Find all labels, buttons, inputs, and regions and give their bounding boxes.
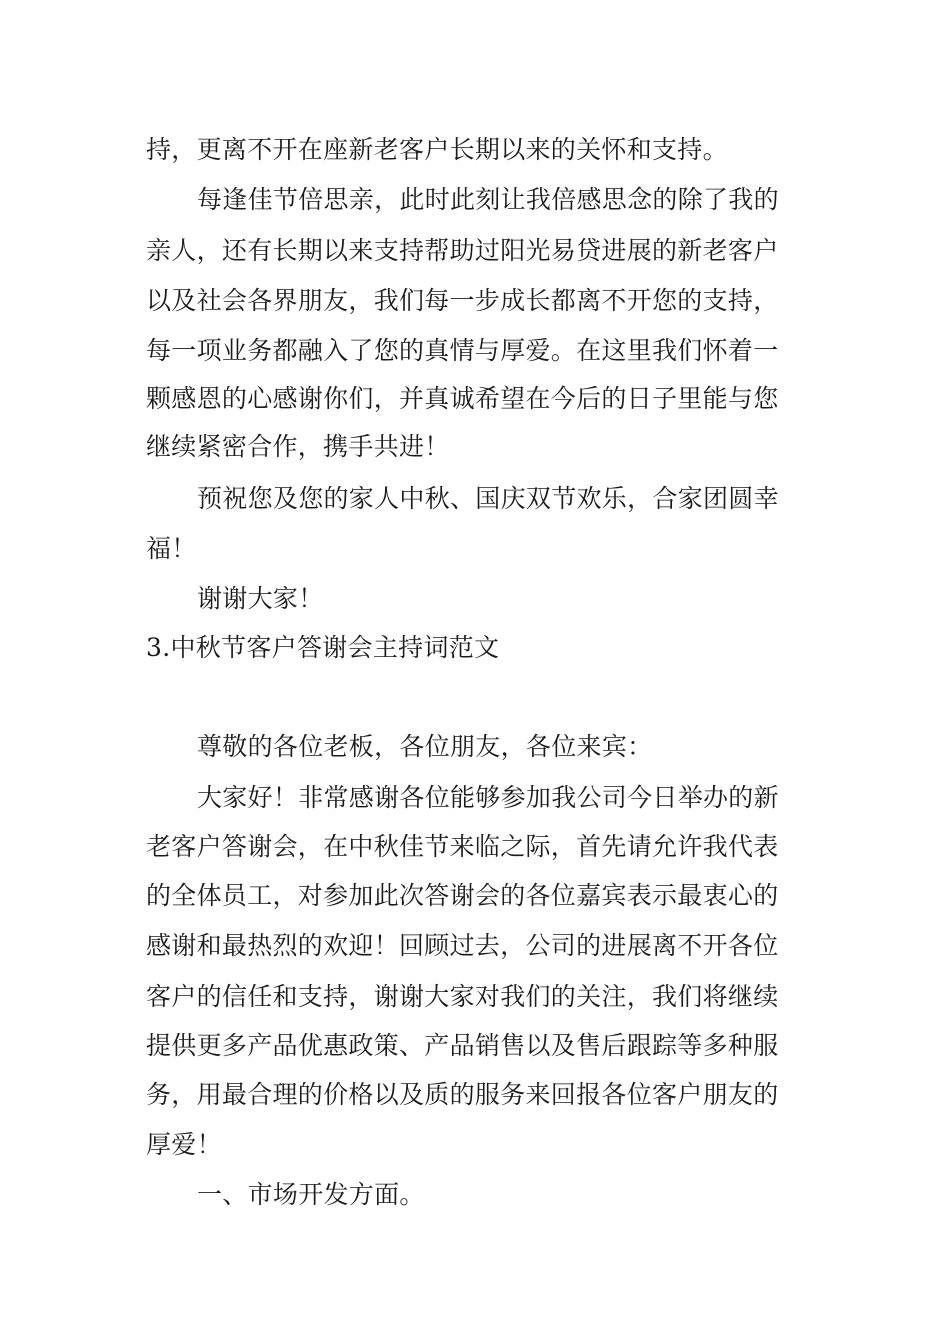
salutation-line: 尊敬的各位老板，各位朋友，各位来宾：: [197, 732, 653, 761]
paragraph-line: 持，更离不开在座新老客户长期以来的关怀和支持。: [146, 135, 728, 164]
paragraph-line: 继续紧密合作，携手共进！: [146, 432, 450, 461]
paragraph-line: 务，用最合理的价格以及质的服务来回报各位客户朋友的: [146, 1080, 779, 1109]
paragraph-line: 以及社会各界朋友，我们每一步成长都离不开您的支持，: [146, 286, 779, 315]
paragraph-line: 的全体员工，对参加此次答谢会的各位嘉宾表示最衷心的: [146, 881, 779, 910]
paragraph-line: 大家好！非常感谢各位能够参加我公司今日举办的新: [197, 783, 779, 812]
paragraph-line: 感谢和最热烈的欢迎！回顾过去，公司的进展离不开各位: [146, 931, 779, 960]
paragraph-line: 每逢佳节倍思亲，此时此刻让我倍感思念的除了我的: [197, 185, 779, 214]
paragraph-line: 每一项业务都融入了您的真情与厚爱。在这里我们怀着一: [146, 336, 779, 365]
section-heading: 3.中秋节客户答谢会主持词范文: [146, 633, 500, 662]
paragraph-line: 预祝您及您的家人中秋、国庆双节欢乐，合家团圆幸: [197, 484, 779, 513]
paragraph-line: 老客户答谢会，在中秋佳节来临之际，首先请允许我代表: [146, 832, 779, 861]
paragraph-line: 颗感恩的心感谢你们，并真诚希望在今后的日子里能与您: [146, 384, 779, 413]
paragraph-line: 提供更多产品优惠政策、产品销售以及售后跟踪等多种服: [146, 1031, 779, 1060]
paragraph-line: 福！: [146, 534, 197, 563]
paragraph-line: 厚爱！: [146, 1130, 222, 1159]
paragraph-line: 客户的信任和支持，谢谢大家对我们的关注，我们将继续: [146, 982, 779, 1011]
list-heading: 一、市场开发方面。: [197, 1180, 425, 1209]
paragraph-line: 亲人，还有长期以来支持帮助过阳光易贷进展的新老客户: [146, 236, 779, 265]
paragraph-line: 谢谢大家！: [197, 584, 324, 613]
